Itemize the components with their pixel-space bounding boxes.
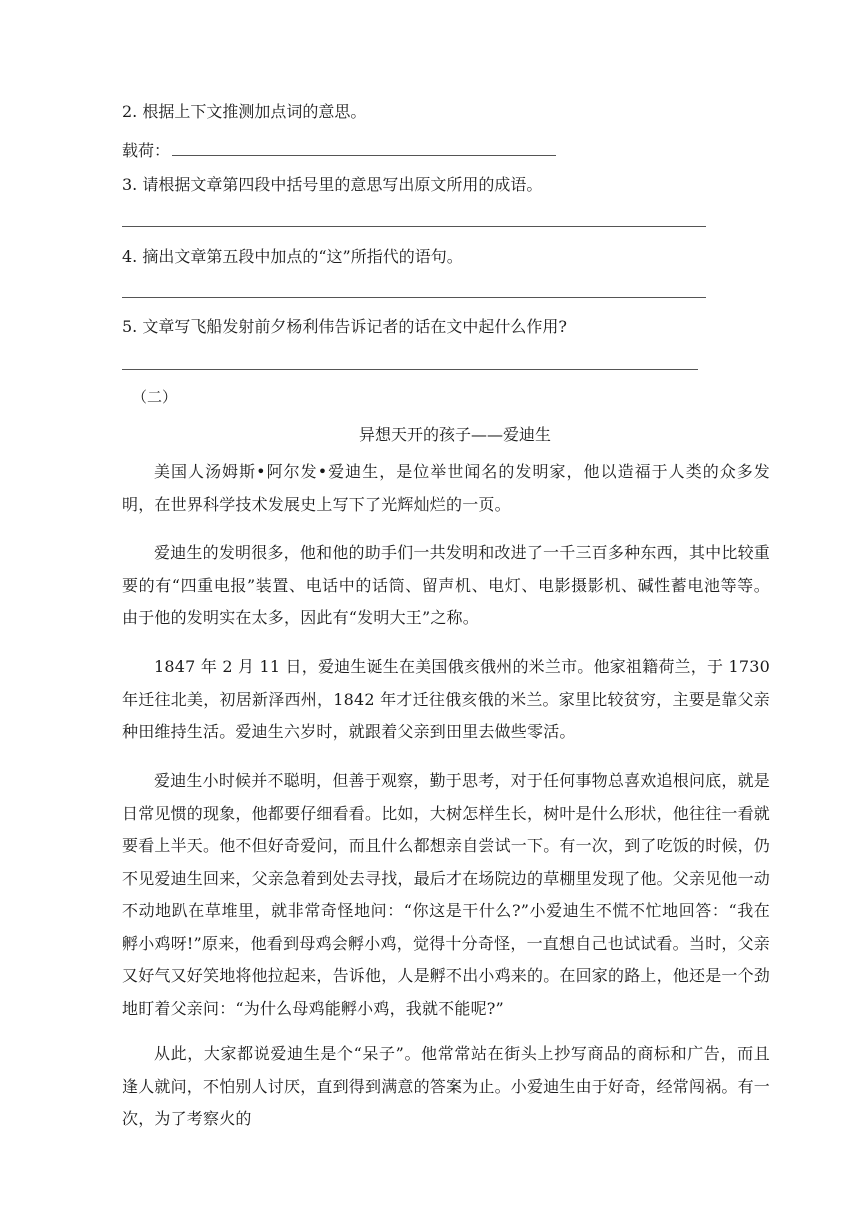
paragraph-5: 从此，大家都说爱迪生是个“呆子”。他常常站在街头上抄写商品的商标和广告，而且逢人就问，不怕别人讨厌，直到得到满意的答案为止。小爱迪生由于好奇，经常闯祸。有一次，为了考察火的 [122, 1044, 771, 1128]
answer-line-3[interactable] [122, 226, 706, 227]
paragraph-3: 1847 年 2 月 11 日，爱迪生诞生在美国俄亥俄州的米兰市。他家祖籍荷兰，于 1730 年迁往北美，初居新泽西州，1842 年才迁往俄亥俄的米兰。家里比较贫穷，主要是靠父亲种田维持生活。爱迪生六岁时，就跟着父亲到田里去做些零活。 [122, 657, 770, 741]
question-3: 3. 请根据文章第四段中括号里的意思写出原文所用的成语。 [122, 175, 543, 194]
paragraph-4: 爱迪生小时候并不聪明，但善于观察，勤于思考，对于任何事物总喜欢追根问底，就是日常见惯的现象，他都要仔细看看。比如，大树怎样生长，树叶是什么形状，他往往一看就要看上半天。他不但好奇爱问，而且什么都想亲自尝试一下。有一次，到了吃饭的时候，仍不见爱迪生回来，父亲急着到处去寻找，最后才在场院边的草棚里发现了他。父亲见他一动不动地趴在草堆里，就非常奇怪地问：“你这是干什么?”小爱迪生不慌不忙地回答：“我在孵小鸡呀!”原来，他看到母鸡会孵小鸡，觉得十分奇怪，一直想自己也试试看。当时，父亲又好气又好笑地将他拉起来，告诉他，人是孵不出小鸡来的。在回家的路上，他还是一个劲地盯着父亲问：“为什么母鸡能孵小鸡，我就不能呢?” [122, 771, 771, 1018]
question-2-answer-label: 载荷： [122, 141, 171, 160]
section-number: （二） [132, 388, 178, 406]
article-title: 异想天开的孩子——爱迪生 [358, 425, 551, 444]
question-2: 2. 根据上下文推测加点词的意思。 [122, 102, 367, 121]
paragraph-1: 美国人汤姆斯•阿尔发•爱迪生，是位举世闻名的发明家，他以造福于人类的众多发明，在世界科学技术发展史上写下了光辉灿烂的一页。 [122, 462, 770, 514]
question-5: 5. 文章写飞船发射前夕杨利伟告诉记者的话在文中起什么作用? [122, 317, 567, 336]
answer-line-2[interactable] [172, 155, 556, 156]
answer-line-5[interactable] [122, 369, 698, 370]
answer-line-4[interactable] [122, 297, 706, 298]
question-4: 4. 摘出文章第五段中加点的“这”所指代的语句。 [122, 247, 463, 266]
paragraph-2: 爱迪生的发明很多，他和他的助手们一共发明和改进了一千三百多种东西，其中比较重要的有“四重电报”装置、电话中的话筒、留声机、电灯、电影摄影机、碱性蓄电池等等。 由于他的发明实在太多，因此有“发明大王”之称。 [122, 543, 770, 627]
